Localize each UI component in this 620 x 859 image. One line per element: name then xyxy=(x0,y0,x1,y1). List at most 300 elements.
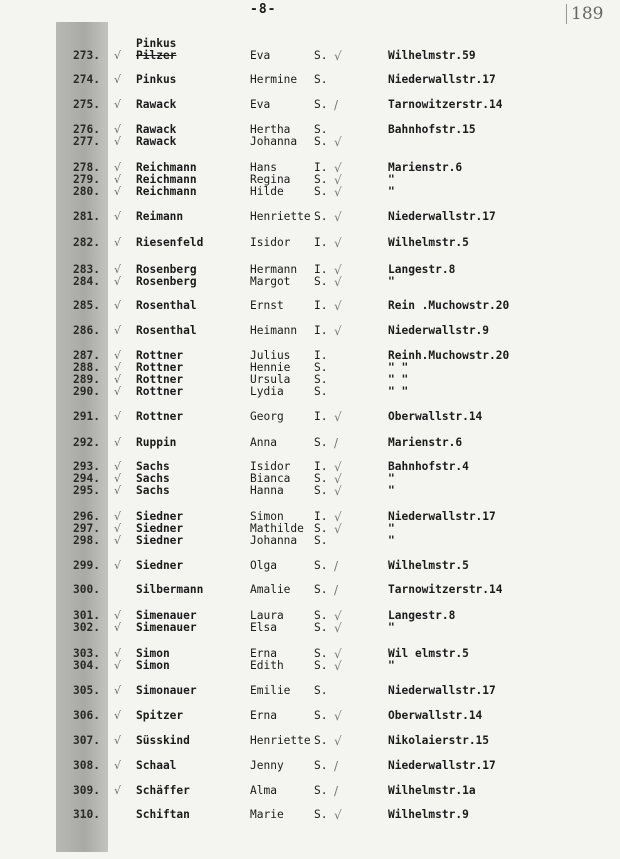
surname: Rosenberg xyxy=(136,275,197,288)
gender-code: S. xyxy=(314,659,328,672)
tick-mark: √ xyxy=(334,49,342,63)
entry-row xyxy=(0,237,620,249)
check-mark: √ xyxy=(114,275,122,288)
entry-row xyxy=(0,710,620,722)
entry-number: 286. xyxy=(73,324,100,337)
tick-mark: √ xyxy=(334,734,342,748)
given-name: Amalie xyxy=(250,583,291,596)
entry-group xyxy=(0,264,620,288)
given-name: Hans xyxy=(250,161,277,174)
surname: Rawack xyxy=(136,135,177,148)
given-name: Marie xyxy=(250,808,284,821)
entry-row xyxy=(0,735,620,747)
address: Wil elmstr.5 xyxy=(388,647,469,660)
entry-row xyxy=(0,386,620,398)
entry-number: 308. xyxy=(73,759,100,772)
check-mark: √ xyxy=(114,123,122,136)
given-name: Alma xyxy=(250,784,277,797)
given-name: Edith xyxy=(250,659,284,672)
address: " xyxy=(388,472,395,485)
surname-correction: Pinkus xyxy=(136,37,177,50)
surname: Rottner xyxy=(136,373,184,386)
entry-number: 276. xyxy=(73,123,100,136)
check-mark: √ xyxy=(114,534,122,547)
check-mark: √ xyxy=(114,210,122,223)
entry-row xyxy=(0,99,620,111)
entry-number: 283. xyxy=(73,263,100,276)
entry-group xyxy=(0,735,620,747)
address: Bahnhofstr.15 xyxy=(388,123,476,136)
given-name: Heimann xyxy=(250,324,298,337)
entry-row xyxy=(0,560,620,572)
given-name: Regina xyxy=(250,173,291,186)
check-mark: √ xyxy=(114,161,122,174)
entry-number: 309. xyxy=(73,784,100,797)
address: Marienstr.6 xyxy=(388,161,463,174)
gender-code: S. xyxy=(314,559,328,572)
entry-number: 299. xyxy=(73,559,100,572)
gender-code: S. xyxy=(314,522,328,535)
entry-number: 284. xyxy=(73,275,100,288)
check-mark: √ xyxy=(114,299,122,312)
entry-number: 302. xyxy=(73,621,100,634)
check-mark: √ xyxy=(114,609,122,622)
address: " " xyxy=(388,385,409,398)
entry-group xyxy=(0,584,620,596)
entry-number: 292. xyxy=(73,436,100,449)
given-name: Laura xyxy=(250,609,284,622)
entry-group xyxy=(0,785,620,797)
given-name: Henriette xyxy=(250,734,311,747)
surname: Reichmann xyxy=(136,185,197,198)
entry-row xyxy=(0,622,620,634)
given-name: Ursula xyxy=(250,373,291,386)
entry-group xyxy=(0,809,620,821)
entry-number: 305. xyxy=(73,684,100,697)
entry-number: 303. xyxy=(73,647,100,660)
check-mark: √ xyxy=(114,263,122,276)
entry-row xyxy=(0,325,620,337)
entry-number: 298. xyxy=(73,534,100,547)
address: " xyxy=(388,173,395,186)
surname: Süsskind xyxy=(136,734,190,747)
entry-row xyxy=(0,660,620,672)
entry-group xyxy=(0,411,620,423)
address: Wilhelmstr.1a xyxy=(388,784,476,797)
surname: Reichmann xyxy=(136,161,197,174)
entry-number: 310. xyxy=(73,808,100,821)
tick-mark: / xyxy=(334,583,339,597)
check-mark: √ xyxy=(114,185,122,198)
check-mark: √ xyxy=(114,373,122,386)
surname: Rosenthal xyxy=(136,324,197,337)
surname: Simon xyxy=(136,659,170,672)
given-name: Jenny xyxy=(250,759,284,772)
entry-row xyxy=(0,74,620,86)
gender-code: I. xyxy=(314,460,328,473)
surname: Schäffer xyxy=(136,784,190,797)
entry-number: 274. xyxy=(73,73,100,86)
tick-mark: √ xyxy=(334,522,342,536)
gender-code: S. xyxy=(314,436,328,449)
address: Nikolaierstr.15 xyxy=(388,734,490,747)
address: Bahnhofstr.4 xyxy=(388,460,469,473)
gender-code: S. xyxy=(314,185,328,198)
tick-mark: √ xyxy=(334,263,342,277)
address: Reinh.Muchowstr.20 xyxy=(388,349,510,362)
entry-number: 287. xyxy=(73,349,100,362)
entry-group xyxy=(0,648,620,672)
address: Wilhelmstr.5 xyxy=(388,559,469,572)
check-mark: √ xyxy=(114,559,122,572)
check-mark: √ xyxy=(114,709,122,722)
check-mark: √ xyxy=(114,759,122,772)
entry-group xyxy=(0,124,620,148)
surname: Rottner xyxy=(136,385,184,398)
given-name: Bianca xyxy=(250,472,291,485)
entry-group xyxy=(0,325,620,337)
check-mark: √ xyxy=(114,510,122,523)
gender-code: I. xyxy=(314,510,328,523)
given-name: Hermine xyxy=(250,73,298,86)
tick-mark: √ xyxy=(334,210,342,224)
entry-row xyxy=(0,186,620,198)
gender-code: S. xyxy=(314,784,328,797)
check-mark: √ xyxy=(114,173,122,186)
surname: Rottner xyxy=(136,410,184,423)
given-name: Simon xyxy=(250,510,284,523)
entry-number: 280. xyxy=(73,185,100,198)
gender-code: I. xyxy=(314,263,328,276)
check-mark: √ xyxy=(114,361,122,374)
gender-code: S. xyxy=(314,173,328,186)
given-name: Johanna xyxy=(250,135,298,148)
address: " xyxy=(388,185,395,198)
surname: Rottner xyxy=(136,349,184,362)
surname: Rosenberg xyxy=(136,263,197,276)
tick-mark: √ xyxy=(334,173,342,187)
gender-code: S. xyxy=(314,709,328,722)
gender-code: S. xyxy=(314,123,328,136)
check-mark: √ xyxy=(114,659,122,672)
tick-mark: √ xyxy=(334,275,342,289)
gender-code: I. xyxy=(314,236,328,249)
entry-row xyxy=(0,300,620,312)
surname: Simon xyxy=(136,647,170,660)
given-name: Hennie xyxy=(250,361,291,374)
gender-code: S. xyxy=(314,759,328,772)
check-mark: √ xyxy=(114,522,122,535)
gender-code: S. xyxy=(314,534,328,547)
address: " xyxy=(388,534,395,547)
gender-code: I. xyxy=(314,349,328,362)
tick-mark: √ xyxy=(334,709,342,723)
check-mark: √ xyxy=(114,621,122,634)
surname: Reichmann xyxy=(136,173,197,186)
given-name: Isidor xyxy=(250,460,291,473)
tick-mark: / xyxy=(334,436,339,450)
entry-row xyxy=(0,584,620,596)
entry-number: 290. xyxy=(73,385,100,398)
address: " " xyxy=(388,373,409,386)
surname: Riesenfeld xyxy=(136,236,204,249)
address: Wilhelmstr.59 xyxy=(388,49,476,62)
tick-mark: √ xyxy=(334,808,342,822)
address: Tarnowitzerstr.14 xyxy=(388,98,503,111)
address: Marienstr.6 xyxy=(388,436,463,449)
entry-number: 300. xyxy=(73,583,100,596)
given-name: Ernst xyxy=(250,299,284,312)
surname: Rawack xyxy=(136,123,177,136)
surname: Sachs xyxy=(136,484,170,497)
tick-mark: √ xyxy=(334,647,342,661)
page-number: -8- xyxy=(250,2,277,17)
address: Niederwallstr.17 xyxy=(388,73,496,86)
check-mark: √ xyxy=(114,460,122,473)
check-mark: √ xyxy=(114,647,122,660)
address: Niederwallstr.17 xyxy=(388,684,496,697)
gender-code: S. xyxy=(314,684,328,697)
address: Niederwallstr.9 xyxy=(388,324,490,337)
given-name: Elsa xyxy=(250,621,277,634)
entry-row xyxy=(0,411,620,423)
entry-number: 278. xyxy=(73,161,100,174)
tick-mark: √ xyxy=(334,185,342,199)
entry-group xyxy=(0,685,620,697)
check-mark: √ xyxy=(114,684,122,697)
entry-row xyxy=(0,760,620,772)
entry-group xyxy=(0,710,620,722)
given-name: Margot xyxy=(250,275,291,288)
check-mark: √ xyxy=(114,49,122,62)
entry-row xyxy=(0,437,620,449)
surname: Reimann xyxy=(136,210,184,223)
gender-code: I. xyxy=(314,161,328,174)
surname: Sachs xyxy=(136,460,170,473)
check-mark: √ xyxy=(114,734,122,747)
gender-code: S. xyxy=(314,210,328,223)
gender-code: I. xyxy=(314,299,328,312)
entry-row xyxy=(0,276,620,288)
gender-code: S. xyxy=(314,73,328,86)
address: " xyxy=(388,659,395,672)
entry-group xyxy=(0,99,620,111)
address: Oberwallstr.14 xyxy=(388,709,483,722)
gender-code: S. xyxy=(314,647,328,660)
given-name: Hertha xyxy=(250,123,291,136)
entry-group xyxy=(0,610,620,634)
gender-code: S. xyxy=(314,361,328,374)
given-name: Mathilde xyxy=(250,522,304,535)
entry-row xyxy=(0,785,620,797)
surname: Sachs xyxy=(136,472,170,485)
entry-number: 306. xyxy=(73,709,100,722)
gender-code: S. xyxy=(314,275,328,288)
surname: Rawack xyxy=(136,98,177,111)
gender-code: S. xyxy=(314,98,328,111)
given-name: Lydia xyxy=(250,385,284,398)
given-name: Eva xyxy=(250,98,271,111)
given-name: Georg xyxy=(250,410,284,423)
entry-number: 279. xyxy=(73,173,100,186)
tick-mark: √ xyxy=(334,135,342,149)
entry-number: 291. xyxy=(73,410,100,423)
surname: Silbermann xyxy=(136,583,204,596)
entry-group xyxy=(0,211,620,223)
address: " " xyxy=(388,361,409,374)
surname: Pilzer xyxy=(136,49,177,62)
surname: Simenauer xyxy=(136,621,197,634)
entry-group xyxy=(0,350,620,398)
entry-group xyxy=(0,511,620,547)
address: " xyxy=(388,275,395,288)
gender-code: S. xyxy=(314,583,328,596)
given-name: Anna xyxy=(250,436,277,449)
surname: Siedner xyxy=(136,510,184,523)
surname: Siedner xyxy=(136,559,184,572)
address: " xyxy=(388,484,395,497)
address: Niederwallstr.17 xyxy=(388,759,496,772)
entry-number: 307. xyxy=(73,734,100,747)
check-mark: √ xyxy=(114,349,122,362)
entry-row xyxy=(0,136,620,148)
check-mark: √ xyxy=(114,236,122,249)
surname: Siedner xyxy=(136,534,184,547)
entry-number: 296. xyxy=(73,510,100,523)
surname: Simonauer xyxy=(136,684,197,697)
address: " xyxy=(388,522,395,535)
address: Rein .Muchowstr.20 xyxy=(388,299,510,312)
given-name: Eva xyxy=(250,49,271,62)
entry-row xyxy=(0,535,620,547)
surname: Ruppin xyxy=(136,436,177,449)
entry-number: 285. xyxy=(73,299,100,312)
gender-code: S. xyxy=(314,472,328,485)
given-name: Emilie xyxy=(250,684,291,697)
gender-code: S. xyxy=(314,484,328,497)
entry-group xyxy=(0,560,620,572)
entry-group xyxy=(0,74,620,86)
given-name: Erna xyxy=(250,647,277,660)
check-mark: √ xyxy=(114,385,122,398)
tick-mark: √ xyxy=(334,621,342,635)
address: Wilhelmstr.5 xyxy=(388,236,469,249)
entry-group xyxy=(0,437,620,449)
tick-mark: √ xyxy=(334,460,342,474)
tick-mark: √ xyxy=(334,609,342,623)
entry-row xyxy=(0,809,620,821)
given-name: Henriette xyxy=(250,210,311,223)
entry-number: 277. xyxy=(73,135,100,148)
tick-mark: √ xyxy=(334,472,342,486)
check-mark: √ xyxy=(114,73,122,86)
entry-number: 273. xyxy=(73,49,100,62)
address: Tarnowitzerstr.14 xyxy=(388,583,503,596)
check-mark: √ xyxy=(114,784,122,797)
address: Langestr.8 xyxy=(388,263,456,276)
tick-mark: √ xyxy=(334,659,342,673)
surname: Spitzer xyxy=(136,709,184,722)
entry-number: 281. xyxy=(73,210,100,223)
entry-number: 301. xyxy=(73,609,100,622)
entry-number: 304. xyxy=(73,659,100,672)
given-name: Erna xyxy=(250,709,277,722)
entry-group xyxy=(0,760,620,772)
entry-group xyxy=(0,300,620,312)
surname: Pinkus xyxy=(136,73,177,86)
address: Langestr.8 xyxy=(388,609,456,622)
gender-code: S. xyxy=(314,49,328,62)
check-mark: √ xyxy=(114,324,122,337)
address: Niederwallstr.17 xyxy=(388,210,496,223)
tick-mark: / xyxy=(334,784,339,798)
gender-code: S. xyxy=(314,373,328,386)
check-mark: √ xyxy=(114,484,122,497)
address: Oberwallstr.14 xyxy=(388,410,483,423)
entry-row xyxy=(0,211,620,223)
archive-stamp-number: 189 xyxy=(566,4,603,24)
tick-mark: √ xyxy=(334,410,342,424)
entry-number: 275. xyxy=(73,98,100,111)
entry-group xyxy=(0,237,620,249)
tick-mark: √ xyxy=(334,299,342,313)
gender-code: I. xyxy=(314,410,328,423)
given-name: Isidor xyxy=(250,236,291,249)
entry-number: 293. xyxy=(73,460,100,473)
surname: Schiftan xyxy=(136,808,190,821)
entry-group xyxy=(0,37,620,63)
entry-number: 297. xyxy=(73,522,100,535)
given-name: Hermann xyxy=(250,263,298,276)
gender-code: S. xyxy=(314,734,328,747)
check-mark: √ xyxy=(114,472,122,485)
surname: Rosenthal xyxy=(136,299,197,312)
gender-code: S. xyxy=(314,135,328,148)
gender-code: S. xyxy=(314,808,328,821)
entry-number: 289. xyxy=(73,373,100,386)
tick-mark: / xyxy=(334,98,339,112)
entry-number: 288. xyxy=(73,361,100,374)
surname: Siedner xyxy=(136,522,184,535)
entry-group xyxy=(0,162,620,198)
address: Niederwallstr.17 xyxy=(388,510,496,523)
entry-number: 294. xyxy=(73,472,100,485)
check-mark: √ xyxy=(114,410,122,423)
gender-code: S. xyxy=(314,621,328,634)
entry-number: 282. xyxy=(73,236,100,249)
address: " xyxy=(388,621,395,634)
tick-mark: / xyxy=(334,559,339,573)
check-mark: √ xyxy=(114,135,122,148)
tick-mark: √ xyxy=(334,510,342,524)
gender-code: S. xyxy=(314,609,328,622)
given-name: Julius xyxy=(250,349,291,362)
entry-row xyxy=(0,485,620,497)
entry-row xyxy=(0,37,620,63)
entry-group xyxy=(0,461,620,497)
tick-mark: √ xyxy=(334,324,342,338)
tick-mark: √ xyxy=(334,161,342,175)
entry-row xyxy=(0,685,620,697)
check-mark: √ xyxy=(114,98,122,111)
check-mark: √ xyxy=(114,436,122,449)
given-name: Hilde xyxy=(250,185,284,198)
gender-code: I. xyxy=(314,324,328,337)
given-name: Olga xyxy=(250,559,277,572)
surname: Rottner xyxy=(136,361,184,374)
given-name: Johanna xyxy=(250,534,298,547)
address: Wilhelmstr.9 xyxy=(388,808,469,821)
